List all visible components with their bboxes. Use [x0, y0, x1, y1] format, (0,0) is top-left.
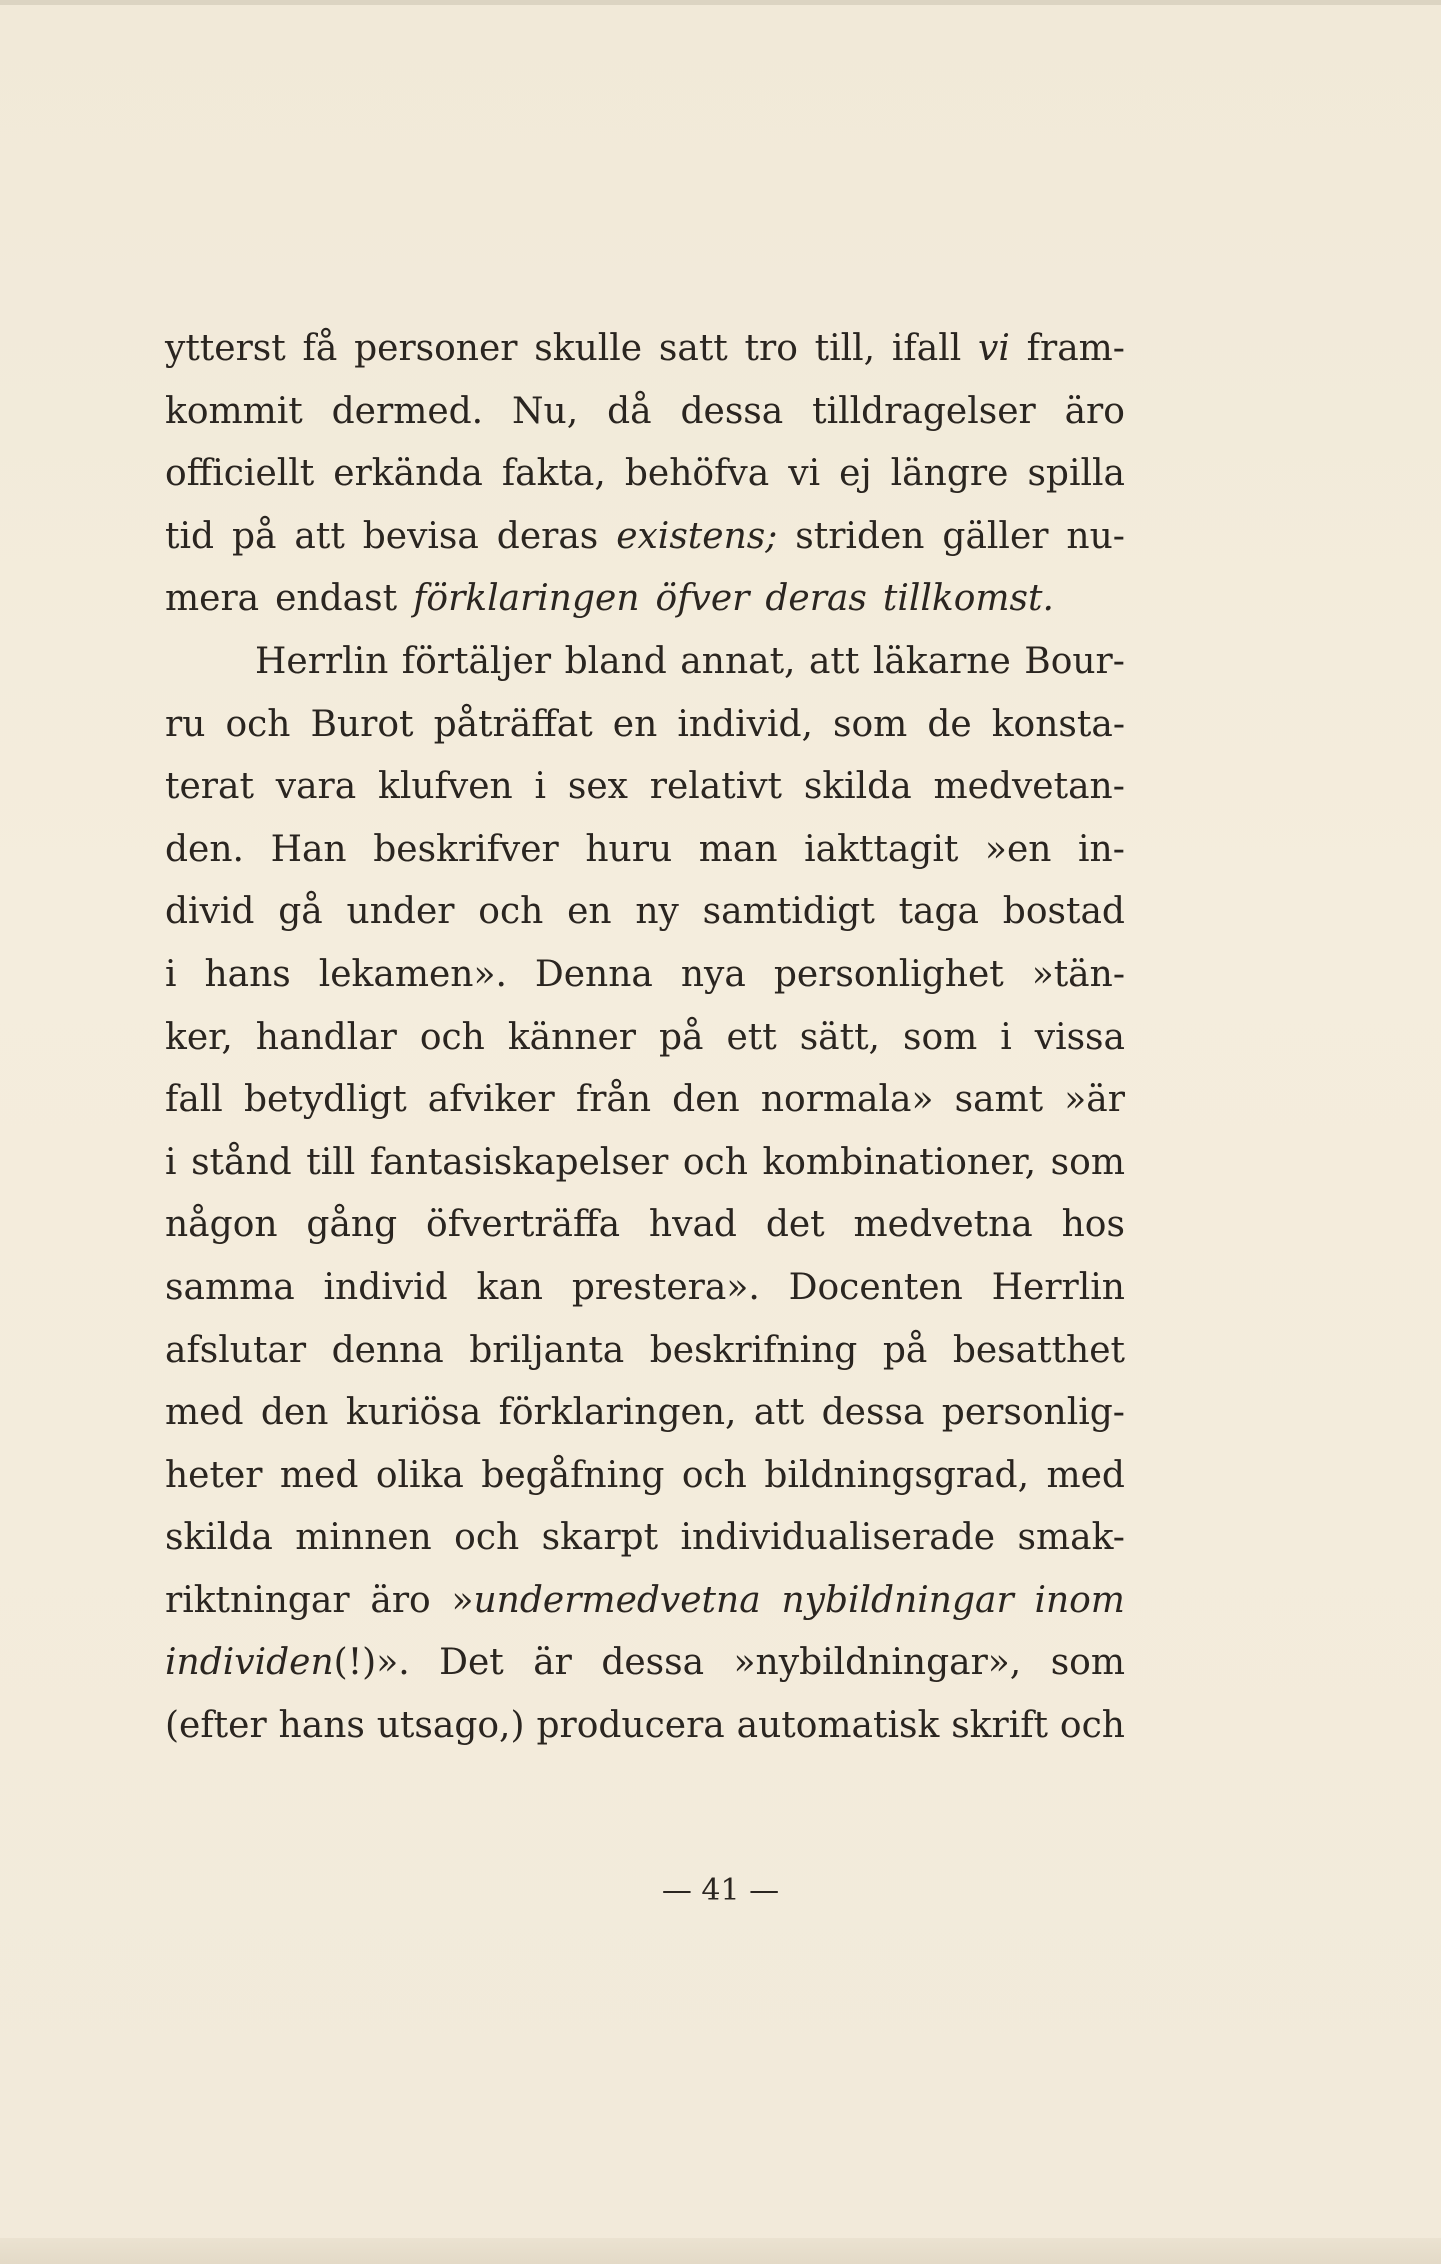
word: bildningsgrad,	[764, 1454, 1030, 1496]
word: längre	[890, 453, 1009, 495]
word: besatthet	[952, 1329, 1125, 1371]
text-line	[165, 1132, 1125, 1195]
word: Burot	[310, 703, 414, 745]
word: och	[681, 1454, 747, 1496]
word: smak-	[1017, 1517, 1125, 1559]
word: denna	[331, 1329, 444, 1371]
word: och	[225, 703, 291, 745]
word: att	[753, 1392, 805, 1434]
word: vara	[275, 766, 357, 808]
word: som	[1050, 1141, 1125, 1183]
word: prestera».	[571, 1266, 760, 1308]
word: terat	[165, 766, 254, 808]
word: förklaringen,	[498, 1392, 737, 1434]
word: fantasiskapelser	[369, 1141, 669, 1183]
word: som	[832, 703, 908, 745]
text-line	[165, 381, 1125, 444]
word: iakttagit	[804, 828, 959, 870]
word: gång	[306, 1204, 398, 1246]
word: »	[451, 1579, 474, 1621]
text-line	[165, 1069, 1125, 1132]
word: Nu,	[512, 390, 579, 432]
word: individ,	[677, 703, 813, 745]
word: få	[302, 328, 338, 369]
text-line	[165, 1382, 1125, 1445]
word: medvetan-	[933, 766, 1125, 808]
word: den	[672, 1079, 740, 1121]
word: fall	[165, 1079, 223, 1121]
word: spilla	[1027, 453, 1125, 495]
word: tilldragelser	[812, 390, 1036, 432]
word: samma	[165, 1266, 295, 1308]
word: huru	[585, 828, 673, 870]
word: då	[607, 390, 652, 432]
word: som	[902, 1016, 978, 1058]
word: relativt	[649, 766, 783, 808]
word: bostad	[1002, 891, 1125, 933]
word: deras	[496, 515, 599, 557]
word: tro	[744, 328, 798, 369]
word: tillkomst.	[882, 578, 1054, 620]
word: från	[575, 1079, 652, 1121]
word: att	[294, 515, 345, 557]
word: medvetna	[853, 1204, 1033, 1246]
word: fram-	[1026, 328, 1125, 369]
word: kombinationer,	[762, 1141, 1037, 1183]
word: en	[567, 891, 612, 933]
text-line	[165, 756, 1125, 819]
word: till,	[814, 328, 876, 369]
word: klufven	[378, 766, 513, 808]
text-line	[165, 819, 1125, 882]
word: påträffat	[433, 703, 593, 745]
word: stånd	[191, 1141, 292, 1183]
word: läkarne	[872, 640, 1011, 682]
word: heter	[165, 1454, 263, 1496]
word: äro	[370, 1579, 431, 1621]
word: briljanta	[469, 1329, 625, 1371]
word: de	[927, 703, 972, 745]
word: ett	[726, 1016, 777, 1058]
word: personlighet	[773, 953, 1004, 995]
text-line	[165, 631, 1125, 694]
word: nybildningar	[781, 1579, 1014, 1621]
word: och	[682, 1141, 748, 1183]
word	[451, 1570, 760, 1633]
word: ny	[635, 891, 679, 933]
word: vissa	[1034, 1016, 1125, 1058]
word: tid	[165, 515, 215, 557]
text-line	[165, 1632, 1125, 1695]
word: betydligt	[243, 1079, 407, 1121]
word: »är	[1064, 1079, 1125, 1121]
word: med	[279, 1454, 359, 1496]
word: och	[419, 1016, 485, 1058]
word: äro	[1064, 390, 1125, 432]
word: dessa	[821, 1392, 925, 1434]
word: lekamen».	[318, 953, 507, 995]
word: fakta,	[501, 453, 606, 495]
word: den	[260, 1392, 329, 1434]
word: den.	[165, 828, 244, 870]
word: hans	[278, 1705, 365, 1747]
word: existens;	[616, 515, 778, 557]
word: inom	[1034, 1579, 1125, 1621]
page-bottom-edge	[0, 2238, 1441, 2264]
word: dessa	[601, 1642, 705, 1684]
word: vi	[788, 453, 821, 495]
word: producera	[536, 1705, 725, 1747]
word: in-	[1078, 828, 1125, 870]
word: skarpt	[541, 1517, 659, 1559]
word: minnen	[295, 1517, 432, 1559]
word: i	[165, 953, 177, 995]
word: vi	[978, 328, 1010, 369]
word: satt	[658, 328, 728, 369]
word: till	[306, 1141, 356, 1183]
text-line	[165, 1445, 1125, 1508]
word: »tän-	[1031, 953, 1125, 995]
word: nu-	[1066, 515, 1125, 557]
word: ru	[165, 703, 206, 745]
word: individ	[323, 1266, 448, 1308]
word: sex	[567, 766, 628, 808]
word: öfverträffa	[426, 1204, 621, 1246]
word: Herrlin	[255, 640, 389, 682]
word: personlig-	[941, 1392, 1125, 1434]
word: med	[165, 1392, 244, 1434]
word: kuriösa	[345, 1392, 482, 1434]
word: undermedvetna	[473, 1579, 761, 1621]
word: kan	[476, 1266, 543, 1308]
word: känner	[507, 1016, 637, 1058]
word: olika	[375, 1454, 464, 1496]
word: »nybildningar»,	[733, 1642, 1022, 1684]
word: hvad	[648, 1204, 737, 1246]
word: någon	[165, 1204, 278, 1246]
page-number: — 41 —	[661, 1873, 780, 1908]
word: kommit	[165, 390, 303, 432]
word: ker,	[165, 1016, 233, 1058]
text-line	[165, 1007, 1125, 1070]
word: personer	[354, 328, 518, 369]
word: på	[231, 515, 277, 557]
word: i	[534, 766, 547, 808]
body-text	[165, 318, 1125, 1758]
word: erkända	[333, 453, 483, 495]
word: taga	[898, 891, 980, 933]
word: begåfning	[481, 1454, 665, 1496]
word: att	[808, 640, 860, 682]
word: Bour-	[1024, 640, 1125, 682]
text-line	[165, 694, 1125, 757]
word: bland	[564, 640, 667, 682]
word: mera	[165, 578, 260, 620]
word: Det	[439, 1642, 504, 1684]
word: gäller	[942, 515, 1049, 557]
text-line	[165, 1320, 1125, 1383]
text-line	[165, 443, 1125, 506]
word: i	[1000, 1016, 1012, 1058]
word	[165, 1632, 410, 1695]
text-line	[165, 1695, 1125, 1758]
page-top-edge	[0, 0, 1441, 5]
word: Denna	[534, 953, 653, 995]
word: en	[612, 703, 658, 745]
word: dessa	[680, 390, 784, 432]
word: individen	[165, 1642, 334, 1684]
word: skrift	[951, 1705, 1048, 1747]
word: normala»	[760, 1079, 934, 1121]
word: divid	[165, 891, 255, 933]
word: automatisk	[736, 1705, 940, 1747]
word: Docenten	[788, 1266, 963, 1308]
word: endast	[275, 578, 398, 620]
word: beskrifver	[373, 828, 559, 870]
word: officiellt	[165, 453, 315, 495]
word: (efter	[165, 1705, 267, 1747]
word: på	[658, 1016, 704, 1058]
word: i	[165, 1141, 177, 1183]
word: och	[478, 891, 544, 933]
text-line	[165, 944, 1125, 1007]
word: afslutar	[165, 1329, 307, 1371]
text-line	[165, 1570, 1125, 1633]
word: gå	[278, 891, 323, 933]
word: det	[765, 1204, 825, 1246]
word: (!)».	[333, 1642, 410, 1684]
word: förtäljer	[401, 640, 552, 682]
word: skilda	[803, 766, 912, 808]
word: och	[454, 1517, 520, 1559]
word: skilda	[165, 1517, 273, 1559]
word: sätt,	[799, 1016, 881, 1058]
text-line	[165, 1194, 1125, 1257]
word: bevisa	[362, 515, 479, 557]
word: individualiserade	[680, 1517, 996, 1559]
text-line	[165, 318, 1125, 381]
text-line	[165, 506, 1125, 569]
word: behöfva	[624, 453, 770, 495]
word: samtidigt	[702, 891, 875, 933]
word: utsago,)	[376, 1705, 525, 1747]
word: Herrlin	[991, 1266, 1125, 1308]
word: under	[346, 891, 455, 933]
word: samt	[954, 1079, 1044, 1121]
word: nya	[680, 953, 746, 995]
word: handlar	[255, 1016, 397, 1058]
word: beskrifning	[649, 1329, 858, 1371]
word: och	[1059, 1705, 1125, 1747]
word: striden	[795, 515, 925, 557]
word: hans	[204, 953, 291, 995]
word: Han	[270, 828, 347, 870]
word: konsta-	[991, 703, 1125, 745]
word: man	[698, 828, 778, 870]
word: öfver	[655, 578, 750, 620]
text-line	[165, 1507, 1125, 1570]
word: ifall	[891, 328, 962, 369]
word: »en	[984, 828, 1052, 870]
text-line	[165, 568, 1125, 631]
word: riktningar	[165, 1579, 350, 1621]
word: hos	[1061, 1204, 1125, 1246]
word: med	[1046, 1454, 1125, 1496]
text-line	[165, 881, 1125, 944]
word: är	[533, 1642, 572, 1684]
word: dermed.	[331, 390, 484, 432]
word: förklaringen	[413, 578, 640, 620]
word: annat,	[680, 640, 796, 682]
text-line	[165, 1257, 1125, 1320]
word: som	[1050, 1642, 1125, 1684]
word: deras	[765, 578, 867, 620]
word: ej	[839, 453, 872, 495]
word: skulle	[534, 328, 643, 369]
word: afviker	[427, 1079, 555, 1121]
word: ytterst	[165, 328, 286, 369]
word: på	[882, 1329, 928, 1371]
